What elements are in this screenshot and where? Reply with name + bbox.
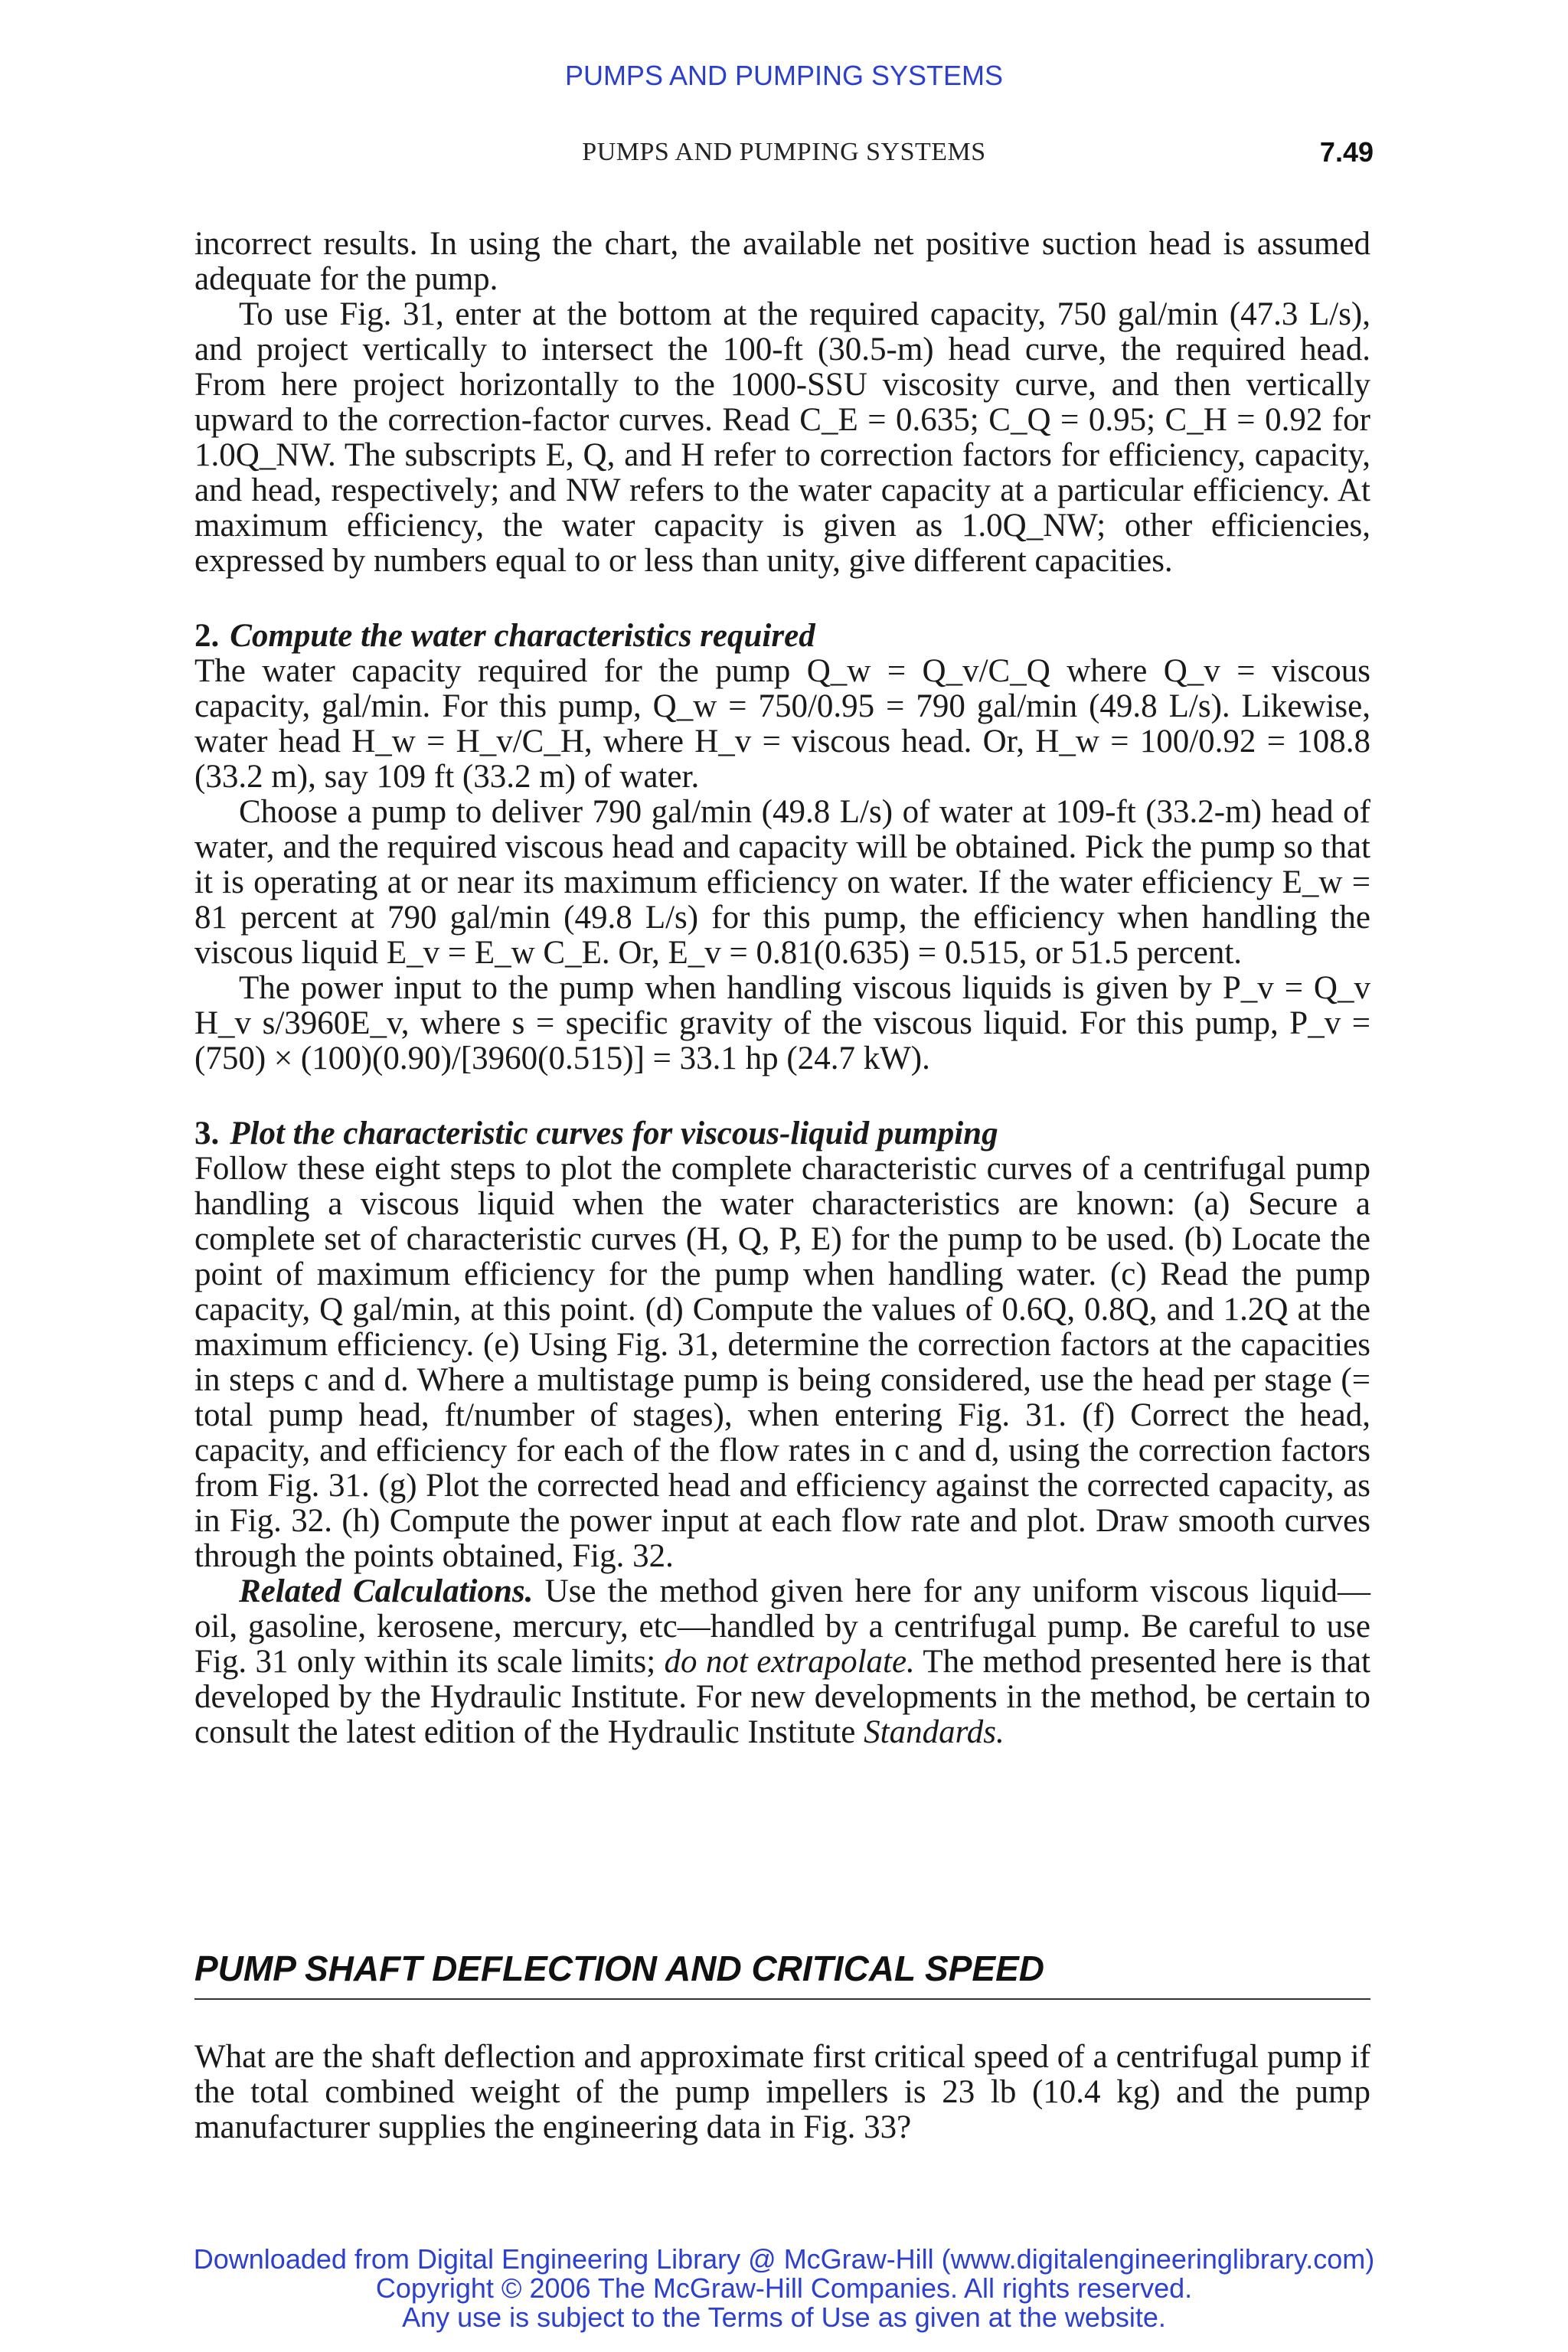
paragraph: Follow these eight steps to plot the complete characteristic curves of a centrifugal pump handling a viscous liquid when the water characteristics are known: (a) Secure a complete set of characteristic curves (H, Q, P, E) for the pump to be used. (b) Locate the point of maximum efficiency for the pump when handling water. (c) Read the pump capacity, Q gal/min, at this point. (d) Compute the values of 0.6Q, 0.8Q, and 1.2Q at the maximum efficiency. (e) Using Fig. 31, determine the correction factors at the capacities in steps c and d. Where a multistage pump is being considered, use the head per stage (= total pump head, ft/number of stages), when entering Fig. 31. (f) Correct the head, capacity, and efficiency for each of the flow rates in c and d, using the correction factors from Fig. 31. (g) Plot the corrected head and efficiency against the corrected capacity, as in Fig. 32. (h) Compute the power input at each flow rate and plot. Draw smooth curves through the points obtained, Fig. 32. — [194, 1151, 1370, 1574]
paragraph: incorrect results. In using the chart, the available net positive suction head is assumed adequate for the pump. — [194, 226, 1370, 297]
related-calculations — [194, 1574, 1370, 1750]
step-title: Plot the characteristic curves for viscous-liquid pumping — [230, 1116, 998, 1152]
paragraph: The power input to the pump when handling viscous liquids is given by P_v = Q_v H_v s/3960E_v, where s = specific gravity of the viscous liquid. For this pump, P_v = (750) × (100)(0.90)/[3960(0.515)] = 33.1 hp (24.7 kW). — [194, 970, 1370, 1076]
step-number: 3. — [194, 1116, 220, 1152]
page-number: 7.49 — [1319, 136, 1374, 168]
problem-statement: What are the shaft deflection and approximate first critical speed of a centrifugal pump if the total combined weight of the pump impellers is 23 lb (10.4 kg) and the pump manufacturer supplies the engineering data in Fig. 33? — [194, 2039, 1370, 2145]
footer-download-link[interactable]: Downloaded from Digital Engineering Library @ McGraw-Hill (www.digitalengineeringlibrary.com) — [193, 2243, 1375, 2275]
running-head: PUMPS AND PUMPING SYSTEMS — [582, 138, 986, 166]
paragraph: To use Fig. 31, enter at the bottom at the required capacity, 750 gal/min (47.3 L/s), and project vertically to intersect the 100-ft (30.5-m) head curve, the required head. From here project horizontally to the 1000-SSU viscosity curve, and then vertically upward to the correction-factor curves. Read C_E = 0.635; C_Q = 0.95; C_H = 0.92 for 1.0Q_NW. The subscripts E, Q, and H refer to correction factors for efficiency, capacity, and head, respectively; and NW refers to the water capacity at a particular efficiency. At maximum efficiency, the water capacity is given as 1.0Q_NW; other efficiencies, expressed by numbers equal to or less than unity, give different capacities. — [194, 296, 1370, 579]
standards-title: Standards. — [864, 1714, 1004, 1750]
step-heading — [194, 619, 1370, 654]
step-title: Compute the water characteristics required — [230, 618, 815, 654]
related-label: Related Calculations. — [239, 1573, 534, 1609]
source-banner: PUMPS AND PUMPING SYSTEMS — [564, 60, 1004, 91]
paragraph: Choose a pump to deliver 790 gal/min (49.8 L/s) of water at 109-ft (33.2-m) head of water, and the required viscous head and capacity will be obtained. Pick the pump so that it is operating at or near its maximum efficiency on water. If the water efficiency E_w = 81 percent at 790 gal/min (49.8 L/s) for this pump, the efficiency when handling the viscous liquid E_v = E_w C_E. Or, E_v = 0.81(0.635) = 0.515, or 51.5 percent. — [194, 794, 1370, 971]
related-emphasis: do not extrapolate. — [664, 1644, 915, 1680]
related-text-after: The method presented here is that developed by the Hydraulic Institute. For new developments in the method, be certain to consult the latest edition of the Hydraulic Institute — [194, 1644, 1370, 1750]
step-heading — [194, 1116, 1370, 1152]
paragraph: The water capacity required for the pump Q_w = Q_v/C_Q where Q_v = viscous capacity, gal/min. For this pump, Q_w = 750/0.95 = 790 gal/min (49.8 L/s). Likewise, water head H_w = H_v/C_H, where H_v = viscous head. Or, H_w = 100/0.92 = 108.8 (33.2 m), say 109 ft (33.2 m) of water. — [194, 653, 1370, 795]
footer-terms: Any use is subject to the Terms of Use as given at the website. — [402, 2301, 1166, 2333]
step-number: 2. — [194, 618, 220, 654]
footer — [0, 2245, 1568, 2332]
page-body — [194, 227, 1370, 1750]
related-text: Use the method given here for any uniform viscous liquid—oil, gasoline, kerosene, mercury, etc—handled by a centrifugal pump. Be careful to use Fig. 31 only within its scale limits; — [194, 1573, 1370, 1680]
footer-copyright: Copyright © 2006 The McGraw-Hill Companies. All rights reserved. — [375, 2272, 1193, 2304]
section-heading: PUMP SHAFT DEFLECTION AND CRITICAL SPEED — [194, 1948, 1370, 2000]
